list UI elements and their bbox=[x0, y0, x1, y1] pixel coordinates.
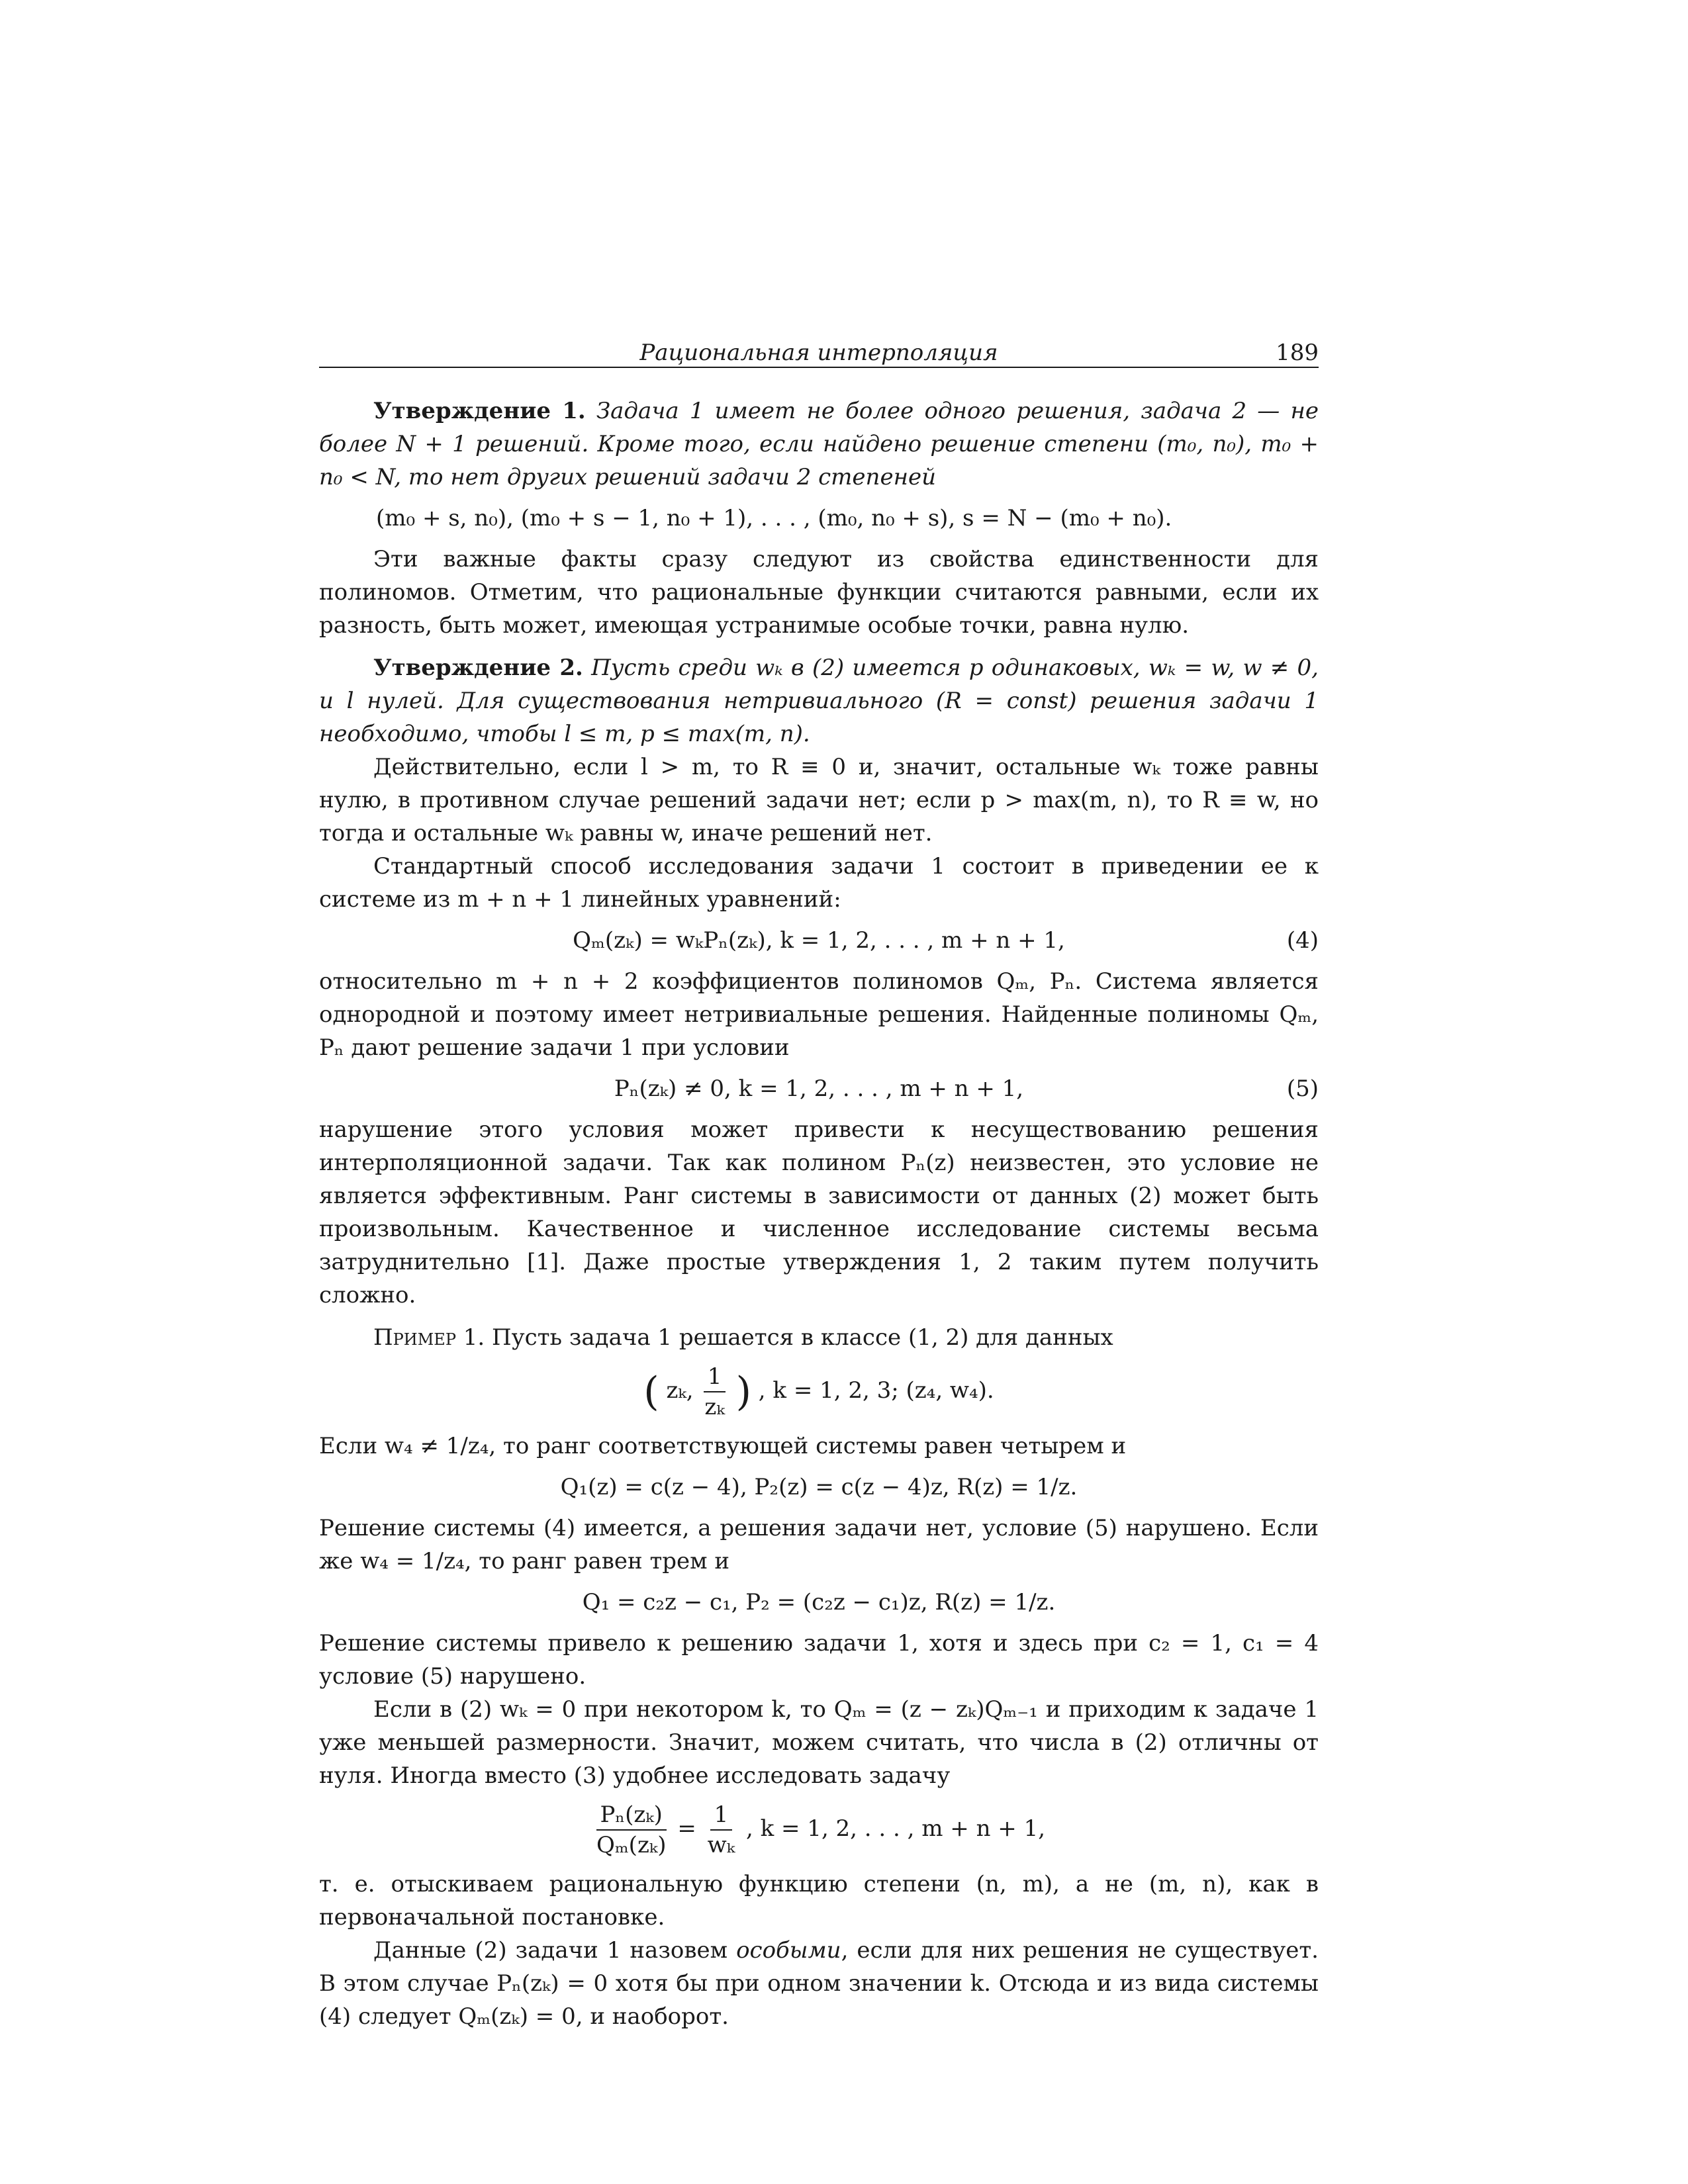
statement-1-label: Утверждение 1. bbox=[373, 398, 586, 424]
paragraph-11-after: , если для них решения не существует. В этом случае Pₙ(zₖ) = 0 хотя бы при одном значении k. Отсюда и из вида системы (4) следует Qₘ(zₖ) = 0, и наоборот. bbox=[319, 1937, 1319, 2030]
paragraph-6: Если w₄ ≠ 1/z₄, то ранг соответствующей системы равен четырем и bbox=[319, 1433, 1127, 1459]
equation-8-rest: , k = 1, 2, . . . , m + n + 1, bbox=[745, 1815, 1046, 1842]
paragraph-9: Если в (2) wₖ = 0 при некотором k, то Qₘ = (z − zₖ)Qₘ₋₁ и приходим к задаче 1 уже меньшей размерности. Значит, можем считать, что числа в (2) отличны от нуля. Иногда вместо (3) удобнее исследовать задачу bbox=[319, 1696, 1319, 1789]
paragraph-2: Действительно, если l > m, то R ≡ 0 и, значит, остальные wₖ тоже равны нулю, в противном случае решений задачи нет; если p > max(m, n), то R ≡ w, но тогда и остальные wₖ равны w, иначе решений нет. bbox=[319, 754, 1319, 846]
fraction-1 bbox=[592, 1800, 671, 1860]
left-paren: ( bbox=[643, 1369, 659, 1415]
page bbox=[319, 330, 1319, 2033]
fraction-2-denominator: wₖ bbox=[707, 1832, 735, 1858]
statement-2 bbox=[319, 651, 1319, 751]
statement-1-equation: (m₀ + s, n₀), (m₀ + s − 1, n₀ + 1), . . . , (m₀, n₀ + s), s = N − (m₀ + n₀). bbox=[376, 505, 1172, 531]
example-equation-lhs: zₖ, bbox=[666, 1377, 694, 1404]
fraction-2-numerator: 1 bbox=[710, 1800, 733, 1831]
example-1-label: Пример 1. bbox=[373, 1324, 485, 1351]
statement-1 bbox=[319, 394, 1319, 494]
paragraph-4: относительно m + n + 2 коэффициентов полиномов Qₘ, Pₙ. Система является однородной и поэтому имеет нетривиальные решения. Найденные полиномы Qₘ, Pₙ дают решение задачи 1 при условии bbox=[319, 968, 1319, 1061]
right-paren: ) bbox=[735, 1369, 751, 1415]
running-header bbox=[319, 330, 1319, 368]
page-number: 189 bbox=[1276, 340, 1319, 366]
example-equation bbox=[319, 1362, 1319, 1422]
equation-4-number: (4) bbox=[1286, 927, 1319, 954]
statement-2-text: Пусть среди wₖ в (2) имеется p одинаковых, wₖ = w, w ≠ 0, и l нулей. Для существования нетривиального (R = const) решения задачи 1 необходимо, чтобы l ≤ m, p ≤ max(m, n). bbox=[319, 655, 1319, 747]
paragraph-11-before: Данные (2) задачи 1 назовем bbox=[373, 1937, 728, 1964]
paragraph-3: Стандартный способ исследования задачи 1 состоит в приведении ее к системе из m + n + 1 линейных уравнений: bbox=[319, 853, 1319, 913]
paragraph-11 bbox=[319, 1934, 1319, 2033]
equation-5-body: Pₙ(zₖ) ≠ 0, k = 1, 2, . . . , m + n + 1, bbox=[614, 1075, 1024, 1102]
paragraph-8: Решение системы привело к решению задачи 1, хотя и здесь при c₂ = 1, c₁ = 4 условие (5) нарушено. bbox=[319, 1630, 1319, 1690]
header-title: Рациональная интерполяция bbox=[639, 340, 998, 366]
fraction-1-numerator: Pₙ(zₖ) bbox=[596, 1800, 667, 1831]
fraction-1-denominator: Qₘ(zₖ) bbox=[596, 1832, 667, 1858]
statement-1-text: Задача 1 имеет не более одного решения, задача 2 — не более N + 1 решений. Кроме того, если найдено решение степени (m₀, n₀), m₀ + n₀ < N, то нет других решений задачи 2 степеней bbox=[319, 398, 1319, 490]
equation-8 bbox=[319, 1800, 1319, 1860]
fraction-numerator: 1 bbox=[704, 1362, 726, 1392]
fraction-2 bbox=[704, 1800, 739, 1860]
equation-4-body: Qₘ(zₖ) = wₖPₙ(zₖ), k = 1, 2, . . . , m + n + 1, bbox=[573, 927, 1065, 954]
equation-7: Q₁ = c₂z − c₁, P₂ = (c₂z − c₁)z, R(z) = 1/z. bbox=[582, 1589, 1056, 1615]
equation-6: Q₁(z) = c(z − 4), P₂(z) = c(z − 4)z, R(z) = 1/z. bbox=[560, 1474, 1078, 1500]
paragraph-1: Эти важные факты сразу следуют из свойства единственности для полиномов. Отметим, что рациональные функции считаются равными, если их разность, быть может, имеющая устранимые особые точки, равна нулю. bbox=[319, 546, 1319, 639]
statement-2-label: Утверждение 2. bbox=[373, 655, 583, 681]
fraction bbox=[700, 1362, 728, 1422]
example-equation-rest: , k = 1, 2, 3; (z₄, w₄). bbox=[758, 1377, 994, 1404]
equals-sign: = bbox=[677, 1815, 696, 1842]
paragraph-11-emphasis: особыми bbox=[736, 1937, 841, 1964]
example-1 bbox=[319, 1321, 1319, 1354]
equation-4 bbox=[319, 924, 1319, 957]
paragraph-7: Решение системы (4) имеется, а решения задачи нет, условие (5) нарушено. Если же w₄ = 1/z₄, то ранг равен трем и bbox=[319, 1515, 1319, 1574]
paragraph-10: т. е. отыскиваем рациональную функцию степени (n, m), а не (m, n), как в первоначальной постановке. bbox=[319, 1871, 1319, 1931]
fraction-denominator: zₖ bbox=[704, 1394, 725, 1420]
paragraph-5: нарушение этого условия может привести к несуществованию решения интерполяционной задачи. Так как полином Pₙ(z) неизвестен, это условие не является эффективным. Ранг системы в зависимости от данных (2) может быть произвольным. Качественное и численное исследование системы весьма затруднительно [1]. Даже простые утверждения 1, 2 таким путем получить сложно. bbox=[319, 1116, 1319, 1308]
equation-5-number: (5) bbox=[1286, 1075, 1319, 1102]
example-1-text: Пусть задача 1 решается в классе (1, 2) для данных bbox=[492, 1324, 1113, 1351]
equation-5 bbox=[319, 1072, 1319, 1105]
